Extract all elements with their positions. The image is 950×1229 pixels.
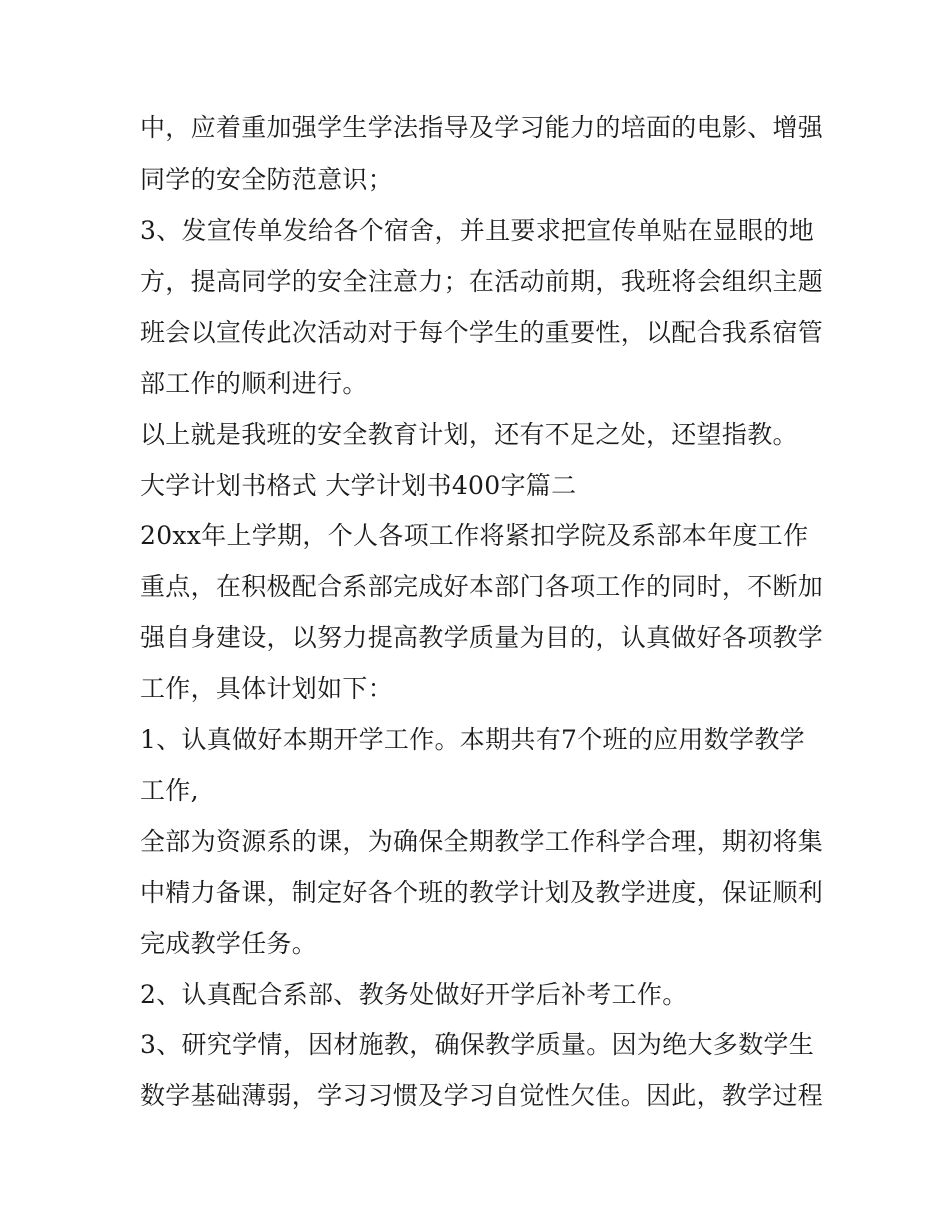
text-line: 方，提高同学的安全注意力；在活动前期，我班将会组织主题: [140, 267, 824, 296]
text-line: 强自身建设，以努力提高教学质量为目的，认真做好各项教学: [140, 623, 824, 652]
text-line: 完成教学任务。: [140, 929, 318, 958]
text-line: 班会以宣传此次活动对于每个学生的重要性，以配合我系宿管: [140, 318, 824, 347]
text-line: 3、发宣传单发给各个宿舍，并且要求把宣传单贴在显眼的地: [140, 216, 815, 245]
text-line: 全部为资源系的课，为确保全期教学工作科学合理，期初将集: [140, 827, 824, 856]
text-line: 以上就是我班的安全教育计划，还有不足之处，还望指教。: [140, 420, 798, 449]
text-line: 3、研究学情，因材施教，确保教学质量。因为绝大多数学生: [140, 1030, 815, 1059]
text-line: 中，应着重加强学生学法指导及学习能力的培面的电影、增强: [140, 113, 824, 142]
text-line: 工作,: [140, 776, 199, 805]
text-line: 数学基础薄弱，学习习惯及学习自觉性欠佳。因此，教学过程: [140, 1081, 824, 1110]
text-line: 20xx年上学期，个人各项工作将紧扣学院及系部本年度工作: [140, 521, 809, 550]
section-heading: 大学计划书格式 大学计划书400字篇二: [140, 471, 577, 500]
text-line: 部工作的顺利进行。: [140, 369, 368, 398]
text-line: 中精力备课，制定好各个班的教学计划及教学进度，保证顺利: [140, 878, 824, 907]
text-line: 2、认真配合系部、教务处做好开学后补考工作。: [140, 980, 688, 1009]
text-line: 工作，具体计划如下：: [140, 674, 394, 703]
text-line: 同学的安全防范意识；: [140, 165, 394, 194]
text-line: 1、认真做好本期开学工作。本期共有7个班的应用数学教学: [140, 725, 805, 754]
text-line: 重点，在积极配合系部完成好本部门各项工作的同时，不断加: [140, 572, 824, 601]
